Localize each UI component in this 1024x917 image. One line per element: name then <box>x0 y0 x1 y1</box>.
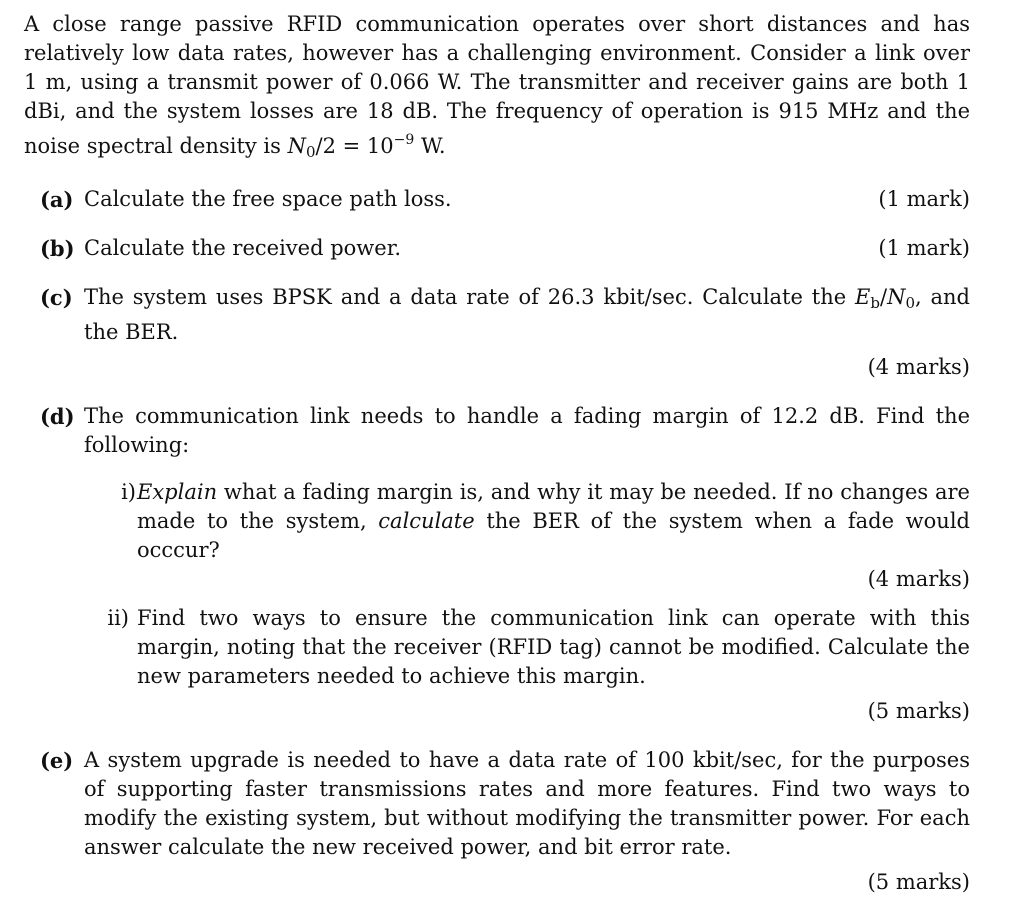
n0-symbol: N <box>887 285 906 309</box>
noise-exponent: −9 <box>393 132 415 148</box>
part-a-text: Calculate the free space path loss. <box>84 187 452 211</box>
question-part-b <box>24 234 970 263</box>
subpart-d-ii <box>84 604 970 726</box>
part-b-text: Calculate the received power. <box>84 236 402 260</box>
subpart-d-ii-label: ii) <box>107 606 129 630</box>
part-c-text-2: , and the BER. <box>84 285 970 344</box>
intro-text: A close range passive RFID communication operates over short distances and has relatively low data rates, however has a challenging environment. Consider a link over 1 m, using a transmit power of 0.066 W. The transmitter and receiver gains are both 1 dBi, and the system losses are 18 dB. The frequency of operation is 915 MHz and the noise spectral density is <box>24 12 970 158</box>
noise-symbol: N <box>287 134 306 158</box>
part-c-body <box>84 283 970 347</box>
subpart-d-i-body <box>137 478 970 565</box>
noise-expression: /2 = 10 <box>315 134 394 158</box>
ratio-slash: / <box>879 285 888 309</box>
part-d-label: (d) <box>40 404 75 429</box>
subpart-d-i-marks: (4 marks) <box>867 567 970 591</box>
question-part-d <box>24 402 970 726</box>
part-e-marks: (5 marks) <box>867 870 970 894</box>
part-e-label: (e) <box>40 748 74 773</box>
part-e-text: A system upgrade is needed to have a data rate of 100 kbit/sec, for the purposes of supporting faster transmissions rates and more features. Find two ways to modify the existing system, but without modifying the transmitter power. For each answer calculate the new received power, and bit error rate. <box>84 748 970 859</box>
part-c-text-1: The system uses BPSK and a data rate of 26.3 kbit/sec. Calculate the <box>84 285 856 309</box>
intro-paragraph <box>24 10 970 167</box>
noise-subscript: 0 <box>305 143 316 161</box>
n0-subscript: 0 <box>905 294 915 312</box>
subpart-d-i-text-1: what a fading margin is, and why it may be needed. If no changes are made to the system, <box>137 480 970 533</box>
question-part-e <box>24 746 970 897</box>
part-d-text: The communication link needs to handle a fading margin of 12.2 dB. Find the following: <box>84 404 970 457</box>
noise-unit: W. <box>414 134 446 158</box>
part-a-marks: (1 mark) <box>878 187 970 211</box>
subpart-d-i-text-2: the BER of the system when a fade would occcur? <box>137 509 970 562</box>
part-b-marks: (1 mark) <box>878 236 970 260</box>
part-c-label: (c) <box>40 285 73 310</box>
question-part-a <box>24 185 970 214</box>
subpart-d-i <box>84 478 970 594</box>
subpart-d-ii-marks: (5 marks) <box>867 699 970 723</box>
subpart-d-i-em-calculate: calculate <box>378 509 475 533</box>
question-part-c <box>24 283 970 382</box>
subpart-d-ii-text: Find two ways to ensure the communication link can operate with this margin, noting that the receiver (RFID tag) cannot be modified. Calculate the new parameters needed to achieve this margin. <box>137 606 970 688</box>
eb-subscript: b <box>870 294 880 312</box>
eb-symbol: E <box>855 285 871 309</box>
subpart-d-i-em-explain: Explain <box>137 480 218 504</box>
part-a-label: (a) <box>40 187 74 212</box>
part-c-marks: (4 marks) <box>867 355 970 379</box>
part-b-label: (b) <box>40 236 75 261</box>
subpart-d-i-label: i) <box>121 480 136 504</box>
document <box>24 10 970 917</box>
